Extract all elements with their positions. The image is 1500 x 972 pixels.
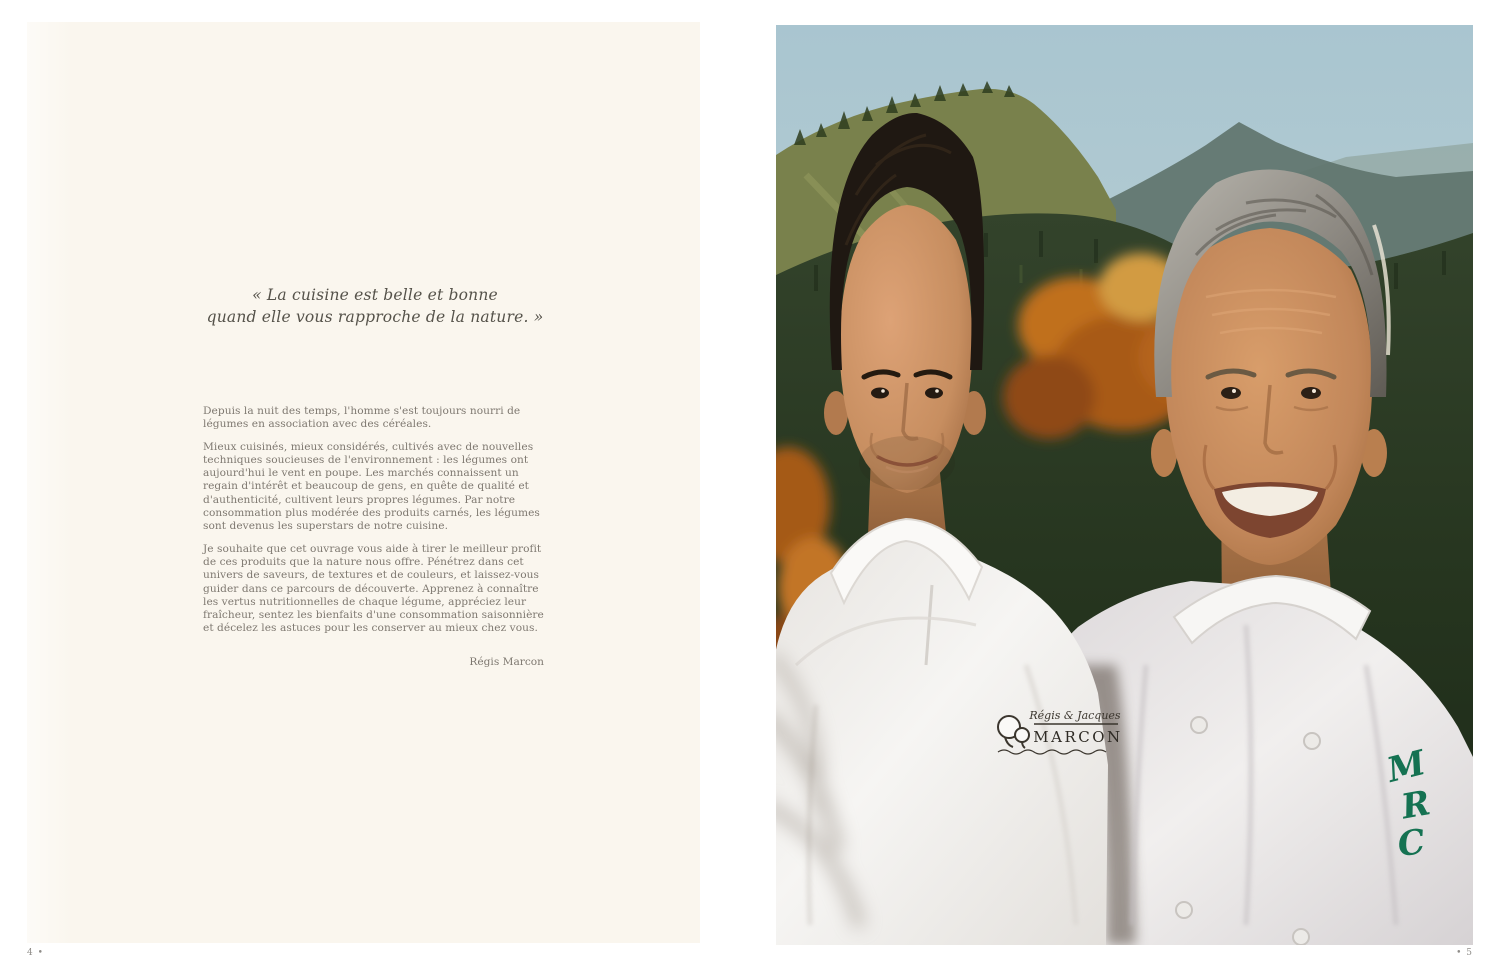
intro-paragraph-2: Mieux cuisinés, mieux considérés, cultivés avec de nouvelles techniques soucieuses de l'environnement : les légumes ont aujourd'hui le vent en poupe. Les marchés connaissent un regain d'intérêt et beaucoup de gens, en quête de qualité et d'authenticité, cultivent leurs propres légumes. Par notre consommation plus modérée des produits carnés, les légumes sont devenus les superstars de notre cuisine. [203,440,540,533]
monogram-letter-c: C [1395,821,1428,866]
chef-left-stubble [859,436,955,490]
page-number-left: 4 • [27,948,44,958]
intro-paragraph-3: Je souhaite que cet ouvrage vous aide à tirer le meilleur profit de ces produits que la nature nous offre. Pénétrez dans cet univers de saveurs, de textures et de couleurs, et laissez-vous guider dans ce parcours de découverte. Apprenez à connaître les vertus nutritionnelles de chaque légume, appréciez leur fraîcheur, sentez les bienfaits d'une consommation saisonnière et décelez les astuces pour les conserver au mieux chez vous. [203,542,544,635]
logo-text-marcon: MARCON [1033,728,1123,746]
author-signature: Régis Marcon [469,655,544,668]
intro-paragraph-1: Depuis la nuit des temps, l'homme s'est toujours nourri de légumes en association avec des céréales. [203,405,521,431]
quote-line-1: « La cuisine est belle et bonne [252,286,498,304]
epigraph-quote [175,284,575,328]
left-page [27,22,700,943]
page-number-right: • 5 [1456,948,1473,958]
chefs-photo-illustration [776,25,1473,945]
monogram-letter-m: M [1383,742,1430,791]
monogram-letter-r: R [1398,783,1434,828]
intro-text-block [203,405,550,668]
logo-text-names: Régis & Jacques [1029,709,1121,722]
quote-line-2: quand elle vous rapproche de la nature. » [206,308,544,326]
chefs-photo [776,25,1473,945]
